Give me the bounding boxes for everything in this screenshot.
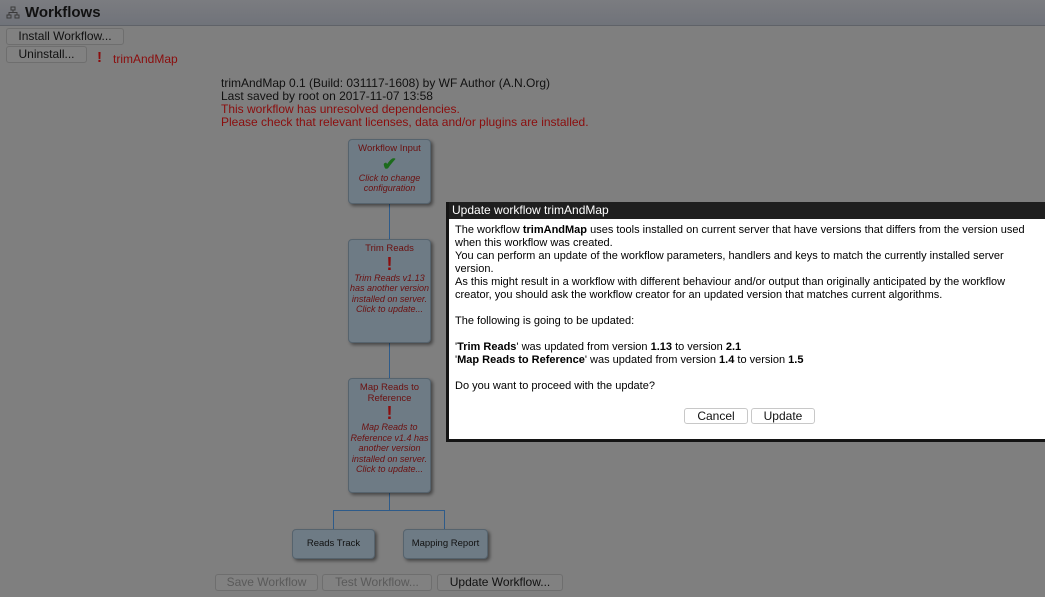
connector-line — [389, 204, 390, 239]
update-workflow-button[interactable]: Update Workflow... — [437, 574, 563, 591]
update-workflow-dialog — [446, 202, 1045, 442]
page-title: Workflows — [25, 4, 101, 21]
cancel-button[interactable]: Cancel — [684, 408, 748, 424]
update-button[interactable]: Update — [751, 408, 815, 424]
node-description: Click to change configuration — [358, 172, 421, 193]
test-workflow-button[interactable]: Test Workflow... — [322, 574, 432, 591]
uninstall-button[interactable]: Uninstall... — [6, 46, 87, 63]
update-list-intro: The following is going to be updated: — [455, 315, 635, 327]
node-title: Reads Track — [306, 537, 361, 549]
warning-icon: ! — [386, 403, 393, 423]
workflow-build-info: trimAndMap 0.1 (Build: 031117-1608) by WF Author (A.N.Org) — [221, 76, 551, 90]
install-workflow-button[interactable]: Install Workflow... — [6, 28, 124, 45]
dialog-question: Do you want to proceed with the update? — [455, 380, 655, 392]
connector-line — [389, 343, 390, 379]
node-mapping-report[interactable] — [403, 529, 488, 559]
update-item: 'Trim Reads' was updated from version 1.13 to version 2.1 — [455, 341, 742, 353]
node-workflow-input[interactable] — [348, 139, 431, 204]
node-update-link[interactable]: Click to update... — [355, 304, 424, 314]
workflow-list-item[interactable]: trimAndMap — [113, 52, 178, 66]
workflow-last-saved: Last saved by root on 2017-11-07 13:58 — [221, 89, 433, 103]
checkmark-icon: ✔ — [381, 153, 398, 174]
node-title: Trim Reads — [365, 243, 414, 254]
node-title: Map Reads to Reference — [359, 382, 420, 404]
app-header — [0, 0, 1045, 26]
node-trim-reads[interactable] — [348, 239, 431, 343]
node-map-reads[interactable] — [348, 378, 431, 493]
node-title: Workflow Input — [358, 143, 421, 154]
node-title: Mapping Report — [411, 537, 480, 549]
dialog-paragraph-2: You can perform an update of the workflow parameters, handlers and keys to match the currently installed server version. — [455, 250, 1004, 275]
update-item: 'Map Reads to Reference' was updated from version 1.4 to version 1.5 — [455, 354, 804, 366]
connector-line — [333, 510, 445, 511]
dialog-paragraph-3: As this might result in a workflow with different behaviour and/or output than originally anticipated by the workflow creator, you should ask the workflow creator for an updated version that matches current algorithms. — [455, 276, 1006, 301]
connector-line — [333, 510, 334, 529]
node-description: Map Reads to Reference v1.4 has another version installed on server. — [350, 422, 429, 464]
dialog-paragraph-1: The workflow trimAndMap uses tools installed on current server that have versions that differs from the version used when this workflow was created. — [455, 224, 1025, 249]
dialog-title: Update workflow trimAndMap — [449, 202, 1045, 219]
dependency-warning: This workflow has unresolved dependencies. — [221, 102, 460, 116]
connector-line — [389, 493, 390, 510]
warning-icon: ! — [97, 49, 102, 66]
warning-icon: ! — [386, 253, 393, 274]
connector-line — [444, 510, 445, 529]
hierarchy-icon — [6, 6, 20, 20]
node-reads-track[interactable] — [292, 529, 375, 559]
node-update-link[interactable]: Click to update... — [355, 464, 424, 474]
node-description: Trim Reads v1.13 has another version installed on server. — [349, 272, 430, 304]
license-warning: Please check that relevant licenses, data and/or plugins are installed. — [221, 115, 589, 129]
workflow-info — [221, 77, 589, 129]
save-workflow-button[interactable]: Save Workflow — [215, 574, 318, 591]
